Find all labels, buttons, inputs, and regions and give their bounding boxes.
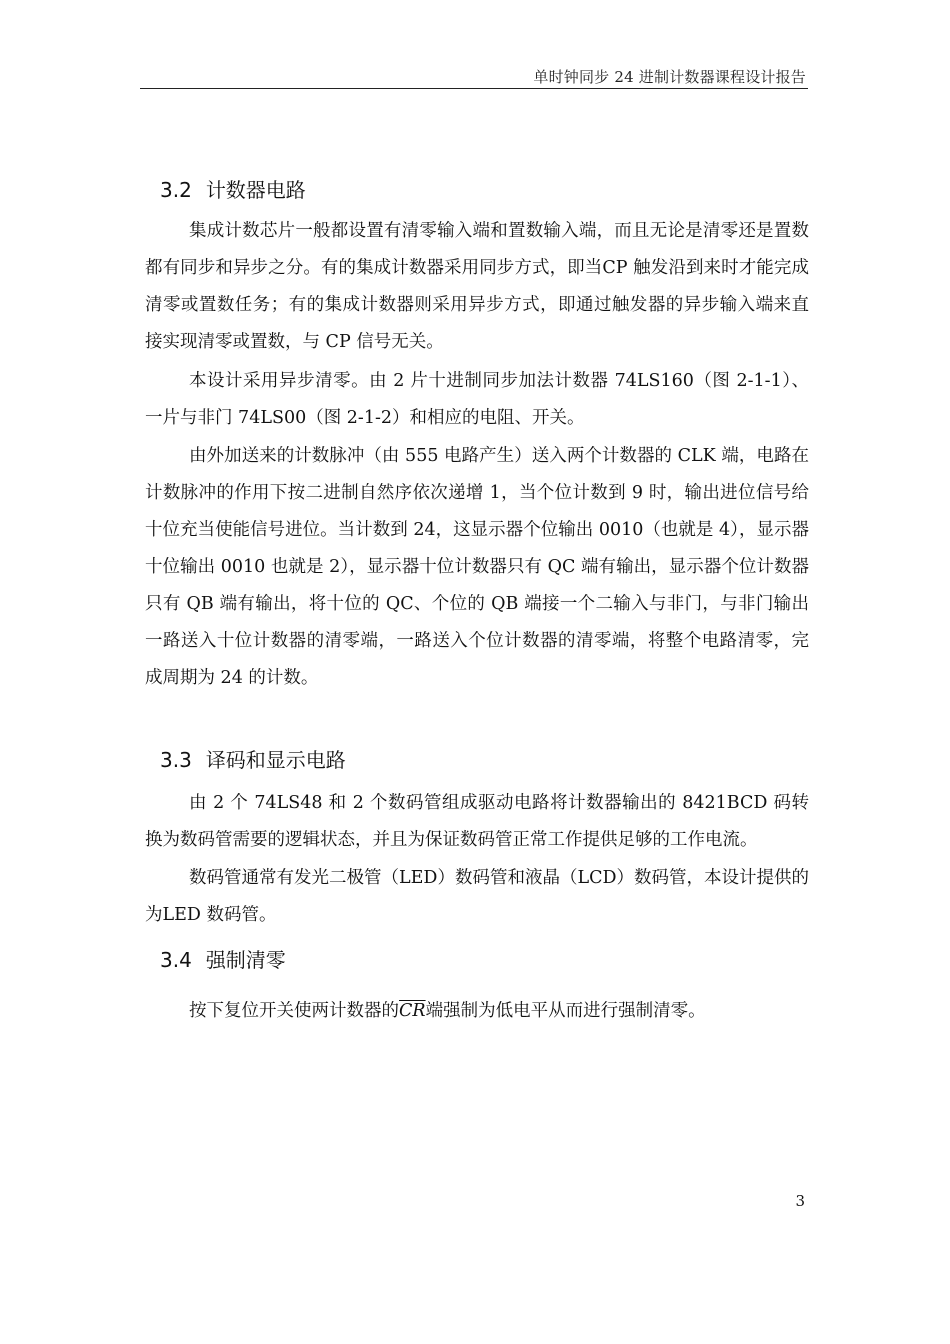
page-number: 3: [795, 1192, 805, 1210]
paragraph: 由 2 个 74LS48 和 2 个数码管组成驱动电路将计数器输出的 8421BCD 码转换为数码管需要的逻辑状态，并且为保证数码管正常工作提供足够的工作电流。: [145, 793, 809, 850]
paragraph: 本设计采用异步清零。由 2 片十进制同步加法计数器 74LS160（图 2-1-1）、一片与非门 74LS00（图 2-1-2）和相应的电阻、开关。: [145, 371, 809, 428]
section-number: 3.3: [160, 748, 192, 772]
section-title: 强制清零: [205, 948, 286, 972]
section-heading-3-4: [160, 944, 286, 973]
text-run: 端强制为低电平从而进行强制清零。: [425, 1001, 706, 1021]
section-title: 计数器电路: [205, 178, 306, 202]
section-heading-3-3: [160, 744, 346, 773]
paragraph: 数码管通常有发光二极管（LED）数码管和液晶（LCD）数码管，本设计提供的为LED 数码管。: [145, 868, 809, 925]
section-heading-3-2: [160, 174, 306, 203]
section-number: 3.2: [160, 178, 192, 202]
paragraph: 集成计数芯片一般都设置有清零输入端和置数输入端，而且无论是清零还是置数都有同步和异步之分。有的集成计数器采用同步方式，即当CP 触发沿到来时才能完成清零或置数任务；有的集成计数器则采用异步方式，即通过触发器的异步输入端来直接实现清零或置数，与 CP 信号无关。: [145, 221, 809, 352]
paragraph: 由外加送来的计数脉冲（由 555 电路产生）送入两个计数器的 CLK 端，电路在计数脉冲的作用下按二进制自然序依次递增 1，当个位计数到 9 时，输出进位信号给十位充当使能信号进位。当计数到 24，这显示器个位输出 0010（也就是 4），显示器十位输出 0010 也就是 2），显示器十位计数器只有 QC 端有输出，显示器个位计数器只有 QB 端有输出，将十位的 QC、个位的 QB 端接一个二输入与非门，与非门输出一路送入十位计数器的清零端，一路送入个位计数器的清零端，将整个电路清零，完成周期为 24 的计数。: [145, 446, 809, 688]
running-header: 单时钟同步 24 进制计数器课程设计报告: [533, 68, 806, 86]
text-run: 按下复位开关使两计数器的: [189, 1001, 399, 1021]
section-number: 3.4: [160, 948, 192, 972]
section-title: 译码和显示电路: [205, 748, 346, 772]
paragraph: [145, 993, 809, 1030]
header-divider: [140, 88, 808, 89]
cr-symbol: $\overline{CR}$: [399, 1001, 426, 1021]
